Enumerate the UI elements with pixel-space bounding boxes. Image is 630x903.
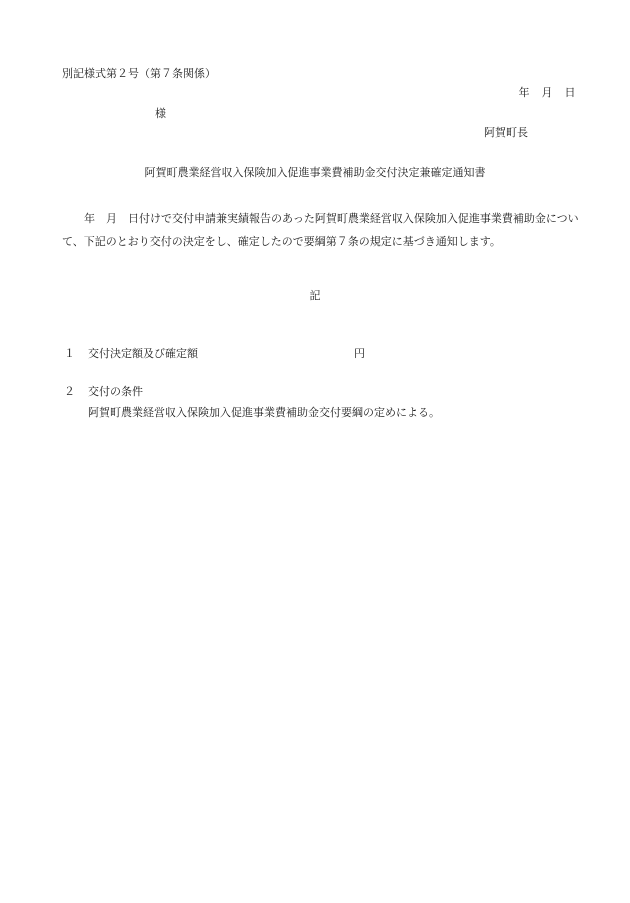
body-paragraph: 年 月 日付けで交付申請兼実績報告のあった阿賀町農業経営収入保険加入促進事業費補助金について、下記のとおり交付の決定をし、確定したので要綱第７条の規定に基づき通知します。	[62, 212, 579, 248]
item-amount	[64, 348, 198, 359]
ki-heading: 記	[309, 289, 321, 302]
item-number: １	[64, 347, 75, 360]
item-label: 交付決定額及び確定額	[88, 347, 198, 360]
item-number: ２	[64, 385, 75, 398]
form-number: 別記様式第２号（第７条関係）	[62, 67, 216, 80]
issuer-name: 阿賀町長	[484, 126, 528, 139]
addressee-suffix: 様	[155, 107, 166, 120]
conditions-detail: 阿賀町農業経営収入保険加入促進事業費補助金交付要綱の定めによる。	[88, 406, 440, 419]
item-conditions	[64, 386, 143, 397]
issue-date: 年 月 日	[518, 86, 576, 99]
amount-unit: 円	[354, 347, 365, 360]
item-label: 交付の条件	[88, 385, 143, 398]
document-title: 阿賀町農業経営収入保険加入促進事業費補助金交付決定兼確定通知書	[144, 166, 486, 179]
